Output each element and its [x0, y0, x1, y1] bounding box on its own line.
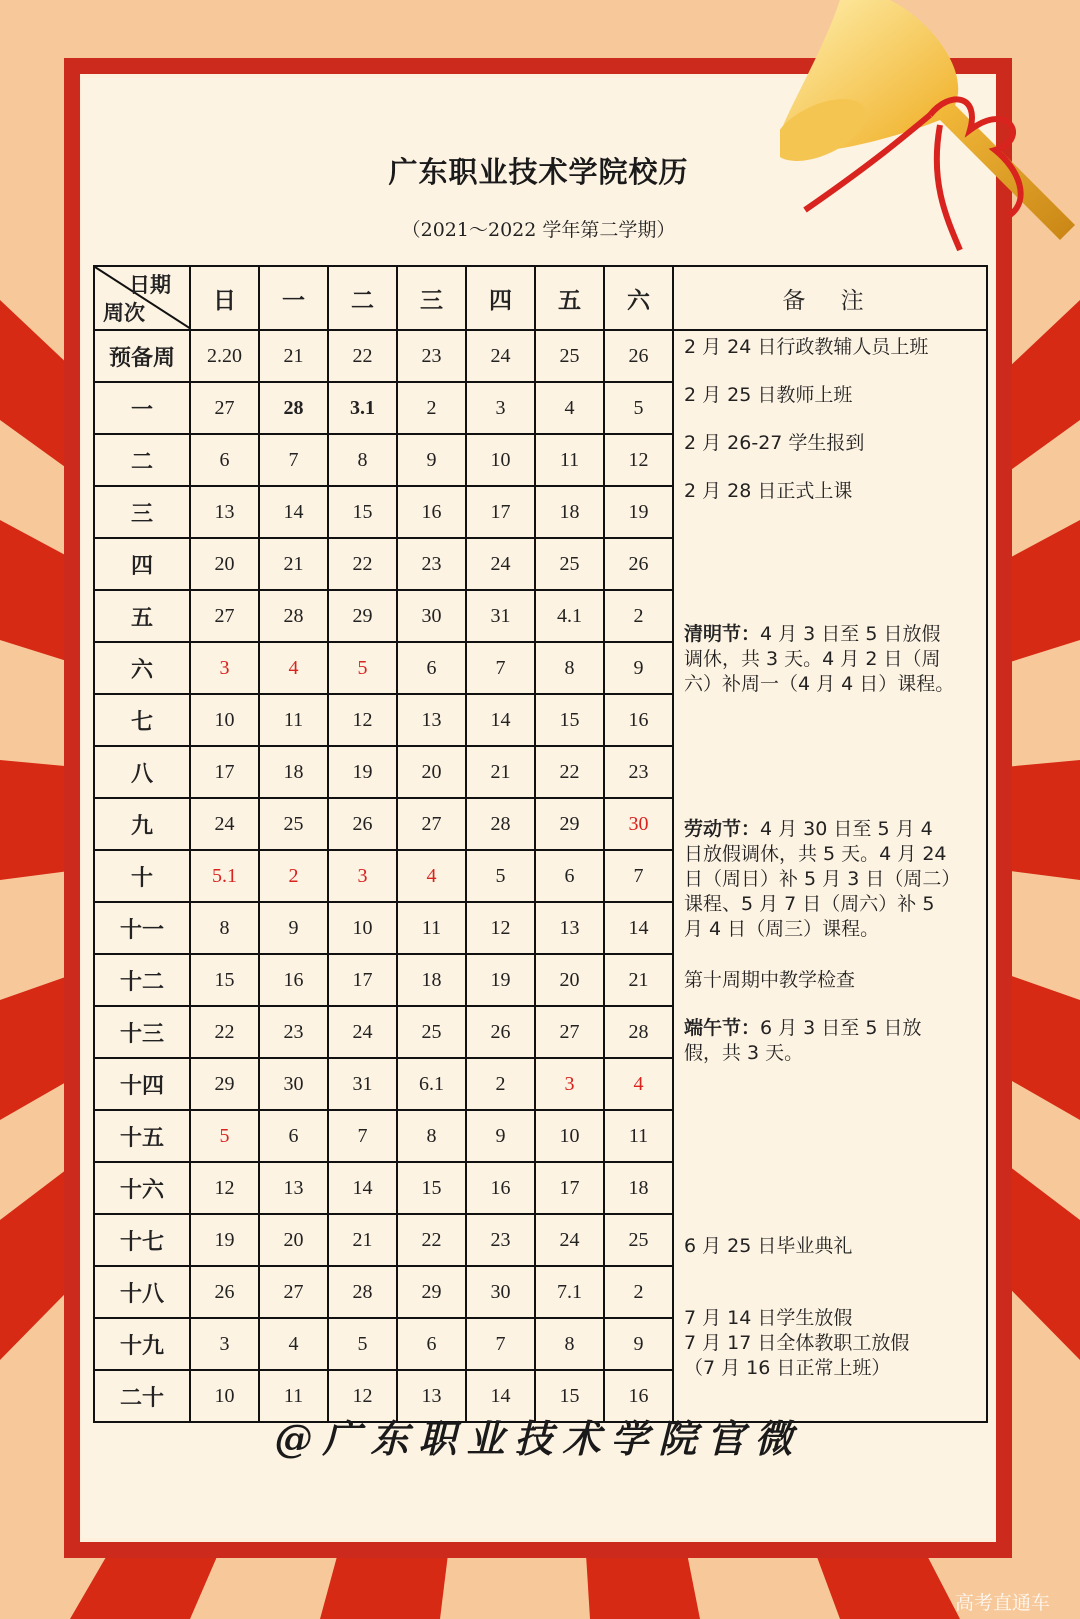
footer-signature: @广东职业技术学院官微: [274, 1416, 803, 1461]
week-number: 十二: [94, 954, 190, 1006]
date-cell: 30: [466, 1266, 535, 1318]
date-cell: 20: [259, 1214, 328, 1266]
date-cell: 6: [535, 850, 604, 902]
date-cell: 2: [466, 1058, 535, 1110]
date-cell: 17: [466, 486, 535, 538]
date-cell: 2: [397, 382, 466, 434]
date-cell: 9: [397, 434, 466, 486]
date-cell: 30: [604, 798, 673, 850]
date-cell: 10: [328, 902, 397, 954]
date-cell: 9: [604, 1318, 673, 1370]
date-cell: 30: [259, 1058, 328, 1110]
week-number: 十五: [94, 1110, 190, 1162]
week-number: 十: [94, 850, 190, 902]
date-cell: 15: [535, 694, 604, 746]
date-cell: 23: [397, 538, 466, 590]
week-number: 九: [94, 798, 190, 850]
date-cell: 22: [535, 746, 604, 798]
note-text: 4 月 30 日至 5 月 4 日放假调休，共 5 天。4 月 24 日（周日）补 5 月 3 日（周二）课程、5 月 7 日（周六）补 5 月 4 日（周三）课程。: [684, 818, 951, 940]
date-cell: 10: [466, 434, 535, 486]
date-cell: 10: [535, 1110, 604, 1162]
date-cell: 14: [604, 902, 673, 954]
note-graduation: [684, 1234, 956, 1259]
date-cell: 18: [604, 1162, 673, 1214]
date-cell: 6.1: [397, 1058, 466, 1110]
date-cell: 22: [328, 330, 397, 382]
note-labor-day: [684, 817, 956, 942]
page-title: 广东职业技术学院校历: [388, 155, 689, 189]
date-cell: 15: [190, 954, 259, 1006]
date-cell: 20: [190, 538, 259, 590]
date-cell: 24: [190, 798, 259, 850]
date-cell: 4: [259, 642, 328, 694]
date-cell: 13: [397, 694, 466, 746]
date-cell: 4: [259, 1318, 328, 1370]
date-cell: 6: [190, 434, 259, 486]
week-number: 十九: [94, 1318, 190, 1370]
date-cell: 29: [190, 1058, 259, 1110]
date-cell: 2: [604, 1266, 673, 1318]
day-header: 一: [259, 266, 328, 330]
note-dragon-boat: [684, 1016, 956, 1066]
date-cell: 7: [328, 1110, 397, 1162]
week-number: 六: [94, 642, 190, 694]
page-subtitle: （2021～2022 学年第二学期）: [401, 219, 676, 241]
week-number: 十七: [94, 1214, 190, 1266]
date-cell: 3: [535, 1058, 604, 1110]
date-cell: 29: [535, 798, 604, 850]
date-cell: 11: [397, 902, 466, 954]
note-label: 清明节：: [684, 623, 761, 645]
date-cell: 6: [259, 1110, 328, 1162]
date-cell: 14: [466, 1370, 535, 1422]
date-cell: 21: [328, 1214, 397, 1266]
date-cell: 12: [466, 902, 535, 954]
date-cell: 25: [604, 1214, 673, 1266]
date-cell: 6: [397, 642, 466, 694]
date-cell: 19: [604, 486, 673, 538]
week-number: 三: [94, 486, 190, 538]
date-cell: 27: [190, 590, 259, 642]
note-label: 劳动节：: [684, 818, 761, 840]
date-cell: 21: [604, 954, 673, 1006]
note-label: 端午节：: [684, 1017, 761, 1039]
date-cell: 6: [397, 1318, 466, 1370]
day-header: 六: [604, 266, 673, 330]
date-cell: 13: [397, 1370, 466, 1422]
date-cell: 19: [328, 746, 397, 798]
date-cell: 7: [466, 642, 535, 694]
date-cell: 2: [604, 590, 673, 642]
date-cell: 7: [604, 850, 673, 902]
date-cell: 13: [259, 1162, 328, 1214]
day-header: 三: [397, 266, 466, 330]
date-cell: 21: [466, 746, 535, 798]
date-cell: 17: [535, 1162, 604, 1214]
date-cell: 2.20: [190, 330, 259, 382]
date-cell: 23: [397, 330, 466, 382]
date-cell: 16: [259, 954, 328, 1006]
notes-column: [673, 330, 987, 1422]
note-midterm: [684, 968, 956, 993]
date-cell: 25: [397, 1006, 466, 1058]
date-cell: 30: [397, 590, 466, 642]
date-cell: 28: [466, 798, 535, 850]
week-number: 十一: [94, 902, 190, 954]
note-text: 2 月 25 日教师上班: [684, 384, 853, 406]
date-cell: 11: [259, 694, 328, 746]
week-number: 一: [94, 382, 190, 434]
note-text: 7 月 14 日学生放假: [684, 1307, 853, 1329]
date-cell: 25: [259, 798, 328, 850]
note-text: 7 月 17 日全体教职工放假: [684, 1332, 910, 1354]
note-text: 2 月 24 日行政教辅人员上班: [684, 336, 929, 358]
date-cell: 4: [397, 850, 466, 902]
watermark: 高考直通车: [954, 1592, 1050, 1614]
week-number: 十三: [94, 1006, 190, 1058]
day-header: 日: [190, 266, 259, 330]
date-cell: 3: [190, 642, 259, 694]
date-cell: 9: [466, 1110, 535, 1162]
date-cell: 4: [535, 382, 604, 434]
date-cell: 7: [259, 434, 328, 486]
date-cell: 12: [190, 1162, 259, 1214]
note-text: 第十周期中教学检查: [684, 969, 856, 991]
date-cell: 16: [604, 1370, 673, 1422]
date-cell: 4: [604, 1058, 673, 1110]
date-cell: 9: [604, 642, 673, 694]
notes-header: 备 注: [673, 266, 987, 330]
week-number: 十六: [94, 1162, 190, 1214]
date-cell: 26: [604, 538, 673, 590]
date-label: 日期: [129, 273, 171, 297]
date-cell: 3: [328, 850, 397, 902]
date-cell: 21: [259, 538, 328, 590]
date-cell: 14: [466, 694, 535, 746]
date-cell: 18: [535, 486, 604, 538]
date-cell: 26: [466, 1006, 535, 1058]
week-number: 十四: [94, 1058, 190, 1110]
date-cell: 5: [604, 382, 673, 434]
day-header: 五: [535, 266, 604, 330]
date-cell: 8: [535, 1318, 604, 1370]
date-cell: 23: [604, 746, 673, 798]
day-header: 二: [328, 266, 397, 330]
week-number: 二: [94, 434, 190, 486]
date-cell: 16: [604, 694, 673, 746]
note-staff-holiday-detail: [684, 1356, 956, 1381]
date-cell: 31: [328, 1058, 397, 1110]
date-cell: 16: [397, 486, 466, 538]
week-number: 二十: [94, 1370, 190, 1422]
note-classes-start: [684, 479, 956, 504]
note-admin-staff: [684, 335, 956, 360]
note-text: （7 月 16 日正常上班）: [684, 1357, 891, 1379]
date-cell: 25: [535, 538, 604, 590]
date-cell: 27: [259, 1266, 328, 1318]
date-cell: 27: [535, 1006, 604, 1058]
date-cell: 15: [397, 1162, 466, 1214]
date-cell: 23: [466, 1214, 535, 1266]
date-cell: 10: [190, 694, 259, 746]
corner-header: [94, 266, 190, 330]
date-cell: 24: [328, 1006, 397, 1058]
date-cell: 22: [397, 1214, 466, 1266]
date-cell: 22: [190, 1006, 259, 1058]
calendar-table: [93, 265, 988, 1423]
date-cell: 4.1: [535, 590, 604, 642]
date-cell: 18: [397, 954, 466, 1006]
date-cell: 26: [604, 330, 673, 382]
week-number: 八: [94, 746, 190, 798]
note-text: 4 月 3 日至 5 日放假调休，共 3 天。4 月 2 日（周六）补周一（4 月 4 日）课程。: [684, 623, 955, 695]
date-cell: 5: [190, 1110, 259, 1162]
date-cell: 12: [328, 694, 397, 746]
week-number: 七: [94, 694, 190, 746]
date-cell: 25: [535, 330, 604, 382]
date-cell: 5: [466, 850, 535, 902]
date-cell: 28: [328, 1266, 397, 1318]
note-staff-holiday: [684, 1331, 956, 1356]
date-cell: 3.1: [328, 382, 397, 434]
week-number: 预备周: [94, 330, 190, 382]
date-cell: 29: [397, 1266, 466, 1318]
note-text: 6 月 25 日毕业典礼: [684, 1235, 853, 1257]
date-cell: 18: [259, 746, 328, 798]
date-cell: 20: [397, 746, 466, 798]
date-cell: 17: [190, 746, 259, 798]
date-cell: 24: [466, 538, 535, 590]
date-cell: 27: [190, 382, 259, 434]
date-cell: 9: [259, 902, 328, 954]
date-cell: 8: [397, 1110, 466, 1162]
week-row: [94, 330, 987, 382]
date-cell: 27: [397, 798, 466, 850]
date-cell: 11: [604, 1110, 673, 1162]
date-cell: 15: [328, 486, 397, 538]
date-cell: 5: [328, 642, 397, 694]
note-student-registration: [684, 431, 956, 456]
week-label: 周次: [103, 301, 145, 325]
week-number: 十八: [94, 1266, 190, 1318]
date-cell: 14: [328, 1162, 397, 1214]
date-cell: 3: [466, 382, 535, 434]
date-cell: 12: [604, 434, 673, 486]
date-cell: 15: [535, 1370, 604, 1422]
date-cell: 20: [535, 954, 604, 1006]
date-cell: 22: [328, 538, 397, 590]
date-cell: 28: [604, 1006, 673, 1058]
date-cell: 7.1: [535, 1266, 604, 1318]
date-cell: 8: [535, 642, 604, 694]
note-text: 2 月 28 日正式上课: [684, 480, 853, 502]
date-cell: 28: [259, 382, 328, 434]
date-cell: 5: [328, 1318, 397, 1370]
note-student-holiday: [684, 1306, 956, 1331]
date-cell: 11: [535, 434, 604, 486]
week-number: 五: [94, 590, 190, 642]
date-cell: 12: [328, 1370, 397, 1422]
week-number: 四: [94, 538, 190, 590]
date-cell: 26: [190, 1266, 259, 1318]
date-cell: 13: [190, 486, 259, 538]
date-cell: 31: [466, 590, 535, 642]
date-cell: 5.1: [190, 850, 259, 902]
date-cell: 24: [535, 1214, 604, 1266]
note-text: 6 月 3 日至 5 日放假，共 3 天。: [684, 1017, 922, 1064]
note-teachers: [684, 383, 956, 408]
date-cell: 23: [259, 1006, 328, 1058]
date-cell: 10: [190, 1370, 259, 1422]
date-cell: 28: [259, 590, 328, 642]
note-text: 2 月 26-27 学生报到: [684, 432, 865, 454]
date-cell: 19: [190, 1214, 259, 1266]
date-cell: 14: [259, 486, 328, 538]
day-header: 四: [466, 266, 535, 330]
date-cell: 2: [259, 850, 328, 902]
date-cell: 3: [190, 1318, 259, 1370]
date-cell: 13: [535, 902, 604, 954]
date-cell: 29: [328, 590, 397, 642]
date-cell: 16: [466, 1162, 535, 1214]
date-cell: 11: [259, 1370, 328, 1422]
date-cell: 8: [190, 902, 259, 954]
date-cell: 8: [328, 434, 397, 486]
date-cell: 24: [466, 330, 535, 382]
date-cell: 21: [259, 330, 328, 382]
date-cell: 26: [328, 798, 397, 850]
date-cell: 17: [328, 954, 397, 1006]
note-qingming: [684, 622, 956, 697]
date-cell: 19: [466, 954, 535, 1006]
date-cell: 7: [466, 1318, 535, 1370]
